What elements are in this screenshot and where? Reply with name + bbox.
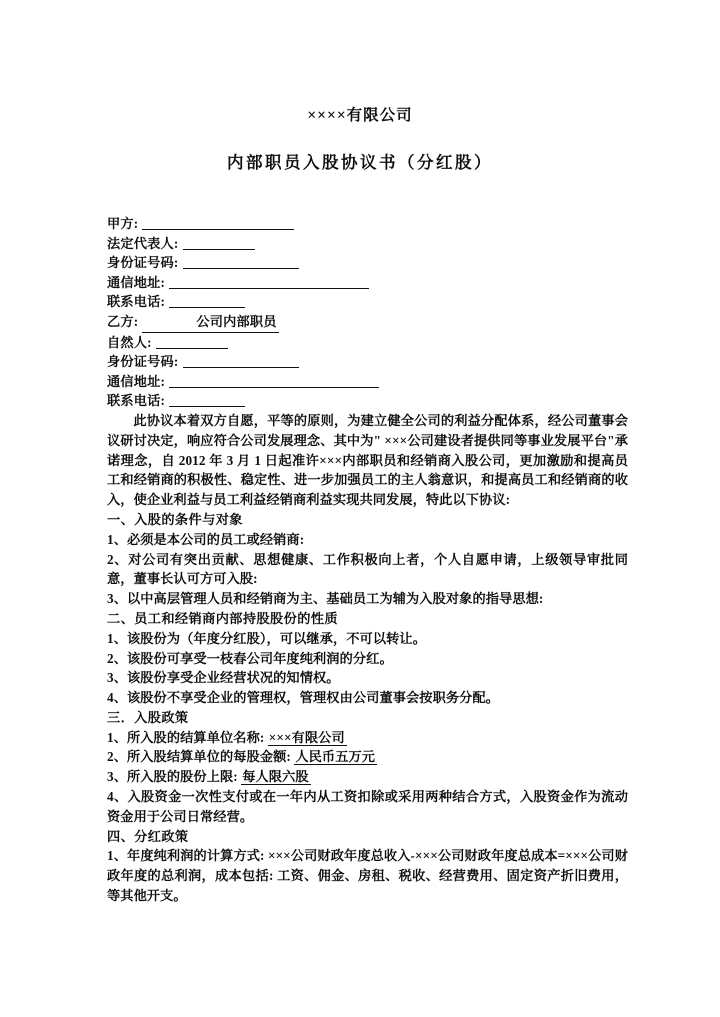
field-label-party-b: 乙方: [107,313,139,329]
field-blank-natural-person[interactable] [156,335,228,349]
section-one-heading: 一、入股的条件与对象 [107,511,243,527]
section-three-item-1-label: 1、所入股的结算单位名称: [107,729,265,745]
field-row-party-b [107,312,628,333]
section-three-item-2-value[interactable]: 人民币五万元 [295,749,376,765]
section-one [107,510,628,609]
section-three-item-1 [107,728,628,748]
field-label-id-number-a: 身份证号码: [107,255,179,271]
section-one-item-3: 3、以中高层管理人员和经销商为主、基础员工为辅为入股对象的指导思想: [107,591,544,607]
section-three-item-4: 4、入股资金一次性支付或在一年内从工资扣除或采用两种结合方式，入股资金作为流动资金用于公司日常经营。 [107,789,628,824]
section-three-item-1-value[interactable]: ×××有限公司 [268,729,345,745]
field-label-natural-person: 自然人: [107,334,152,350]
document-title: 内部职员入股协议书（分红股） [227,153,493,173]
field-row-id-number-b [107,352,628,372]
section-two [107,609,628,708]
section-four [107,827,628,906]
preamble-paragraph: 此协议本着双方自愿，平等的原则，为建立健全公司的利益分配体系，经公司董事会议研讨决定，响应符合公司发展理念、其中为" ×××公司建设者提供同等事业发展平台"承诺理念，自 2012 年 3 月 1 日起准许×××内部职员和经销商入股公司，更加激励和提高员工和经销商的积极性、稳定性、进一步加强员工的主人翁意识，和提高员工和经销商的收入，使企业利益与员工利益经销商利益实现共同发展，特此以下协议: [107,412,628,508]
title-block [0,0,720,176]
field-value-party-b[interactable]: 公司内部职员 [142,312,278,333]
field-blank-id-number-b[interactable] [183,354,299,368]
field-blank-id-number-a[interactable] [183,255,299,269]
field-blank-phone-a[interactable] [169,294,245,308]
field-label-legal-rep: 法定代表人: [107,235,179,251]
field-row-phone-b [107,391,628,411]
section-two-item-4: 4、该股份不享受企业的管理权，管理权由公司董事会按职务分配。 [107,690,500,706]
field-blank-address-b[interactable] [169,374,379,388]
field-label-party-a: 甲方: [107,216,139,231]
section-three-item-3-value[interactable]: 每人限六股 [242,769,309,785]
section-three-item-3 [107,767,628,787]
field-label-phone-a: 联系电话: [107,294,166,310]
field-label-id-number-b: 身份证号码: [107,354,179,370]
field-row-party-a [107,214,628,234]
section-three [107,708,628,827]
field-row-id-number-a [107,253,628,273]
field-blank-phone-b[interactable] [169,393,245,407]
field-label-address-a: 通信地址: [107,274,166,290]
field-row-legal-rep [107,234,628,254]
field-label-address-b: 通信地址: [107,373,166,389]
party-a-fields [107,214,628,312]
section-three-item-3-label: 3、所入股的股份上限: [107,769,238,785]
party-b-fields [107,312,628,411]
company-title: ××××有限公司 [307,107,413,124]
field-row-address-a [107,273,628,293]
section-four-item-1: 1、年度纯利润的计算方式: ×××公司财政年度总收入-×××公司财政年度总成本=×××公司财政年度的总利润，成本包括: 工资、佣金、房租、税收、经营费用、固定资产折旧费用，等其他开支。 [107,848,628,904]
section-one-item-1: 1、必须是本公司的员工或经销商: [107,531,305,547]
section-three-item-2-label: 2、所入股结算单位的每股金额: [107,749,291,765]
section-four-heading: 四、分红政策 [107,828,189,844]
field-row-address-b [107,372,628,392]
field-row-natural-person [107,333,628,353]
section-two-item-2: 2、该股份可享受一枝春公司年度纯利润的分红。 [107,650,393,666]
field-blank-address-a[interactable] [169,275,369,289]
field-blank-legal-rep[interactable] [183,236,255,250]
section-two-item-1: 1、该股份为（年度分红股），可以继承，不可以转让。 [107,630,426,646]
section-three-item-2 [107,747,628,767]
section-three-heading: 三．入股政策 [107,709,189,725]
document-body [0,214,720,906]
field-row-phone-a [107,292,628,312]
section-two-item-3: 3、该股份享受企业经营状况的知情权。 [107,670,340,686]
field-label-phone-b: 联系电话: [107,393,166,409]
field-blank-party-a[interactable] [142,216,294,230]
section-one-item-2: 2、对公司有突出贡献、思想健康、工作积极向上者，个人自愿申请，上级领导审批同意，董事长认可方可入股: [107,551,628,587]
section-two-heading: 二、员工和经销商内部持股股份的性质 [107,610,338,626]
